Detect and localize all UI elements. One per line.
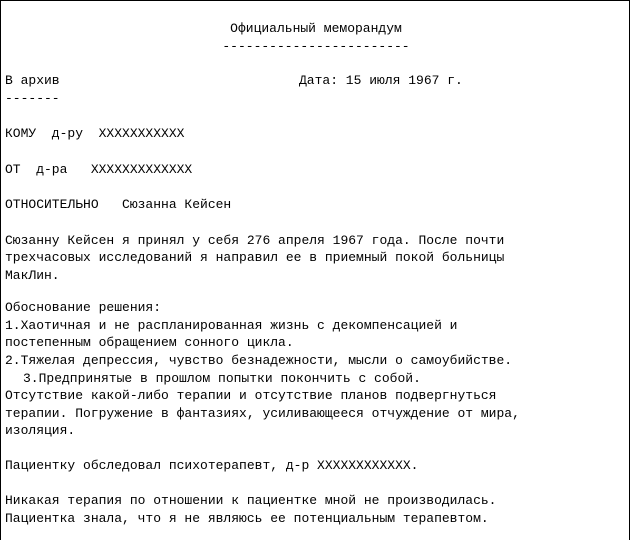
reason-1-line: постепенным обращением сонного цикла. <box>5 335 294 350</box>
reasons-heading: Обоснование решения: <box>5 300 162 315</box>
intro-line: МакЛин. <box>5 268 60 283</box>
continuation-line: терапии. Погружение в фантазиях, усиливающееся отчуждение от мира, <box>5 406 520 421</box>
to-archive-underline: ------- <box>5 91 60 106</box>
memo-to: КОМУ д-ру ХХХХХХХХХХХ <box>5 126 185 141</box>
continuation-line: изоляция. <box>5 423 76 438</box>
memo-regarding: ОТНОСИТЕЛЬНО Сюзанна Кейсен <box>5 197 232 212</box>
examined-line: Пациентку обследовал психотерапевт, д-р ХХХХХХХХХХХХ. <box>5 458 419 473</box>
closing-line: Пациентка знала, что я не являюсь ее потенциальным терапевтом. <box>5 511 489 526</box>
reason-3: 3.Предпринятые в прошлом попытки покончить с собой. <box>23 371 421 386</box>
reason-1-line: 1.Хаотичная и не распланированная жизнь с декомпенсацией и <box>5 318 458 333</box>
memo-from: ОТ д-ра ХХХХХХХХХХХХХ <box>5 162 193 177</box>
memo-date: Дата: 15 июля 1967 г. <box>299 73 463 88</box>
intro-line: Сюзанну Кейсен я принял у себя 276 апреля 1967 года. После почти <box>5 233 505 248</box>
memo-title: Официальный меморандум <box>230 21 402 36</box>
to-archive: В архив <box>5 73 60 88</box>
memo-title-underline: ------------------------ <box>222 39 410 54</box>
continuation-line: Отсутствие какой-либо терапии и отсутствие планов подвергнуться <box>5 388 497 403</box>
closing-line: Никакая терапия по отношении к пациентке мной не производилась. <box>5 493 497 508</box>
reason-2: 2.Тяжелая депрессия, чувство безнадежности, мысли о самоубийстве. <box>5 353 513 368</box>
intro-line: трехчасовых исследований я направил ее в приемный покой больницы <box>5 250 505 265</box>
